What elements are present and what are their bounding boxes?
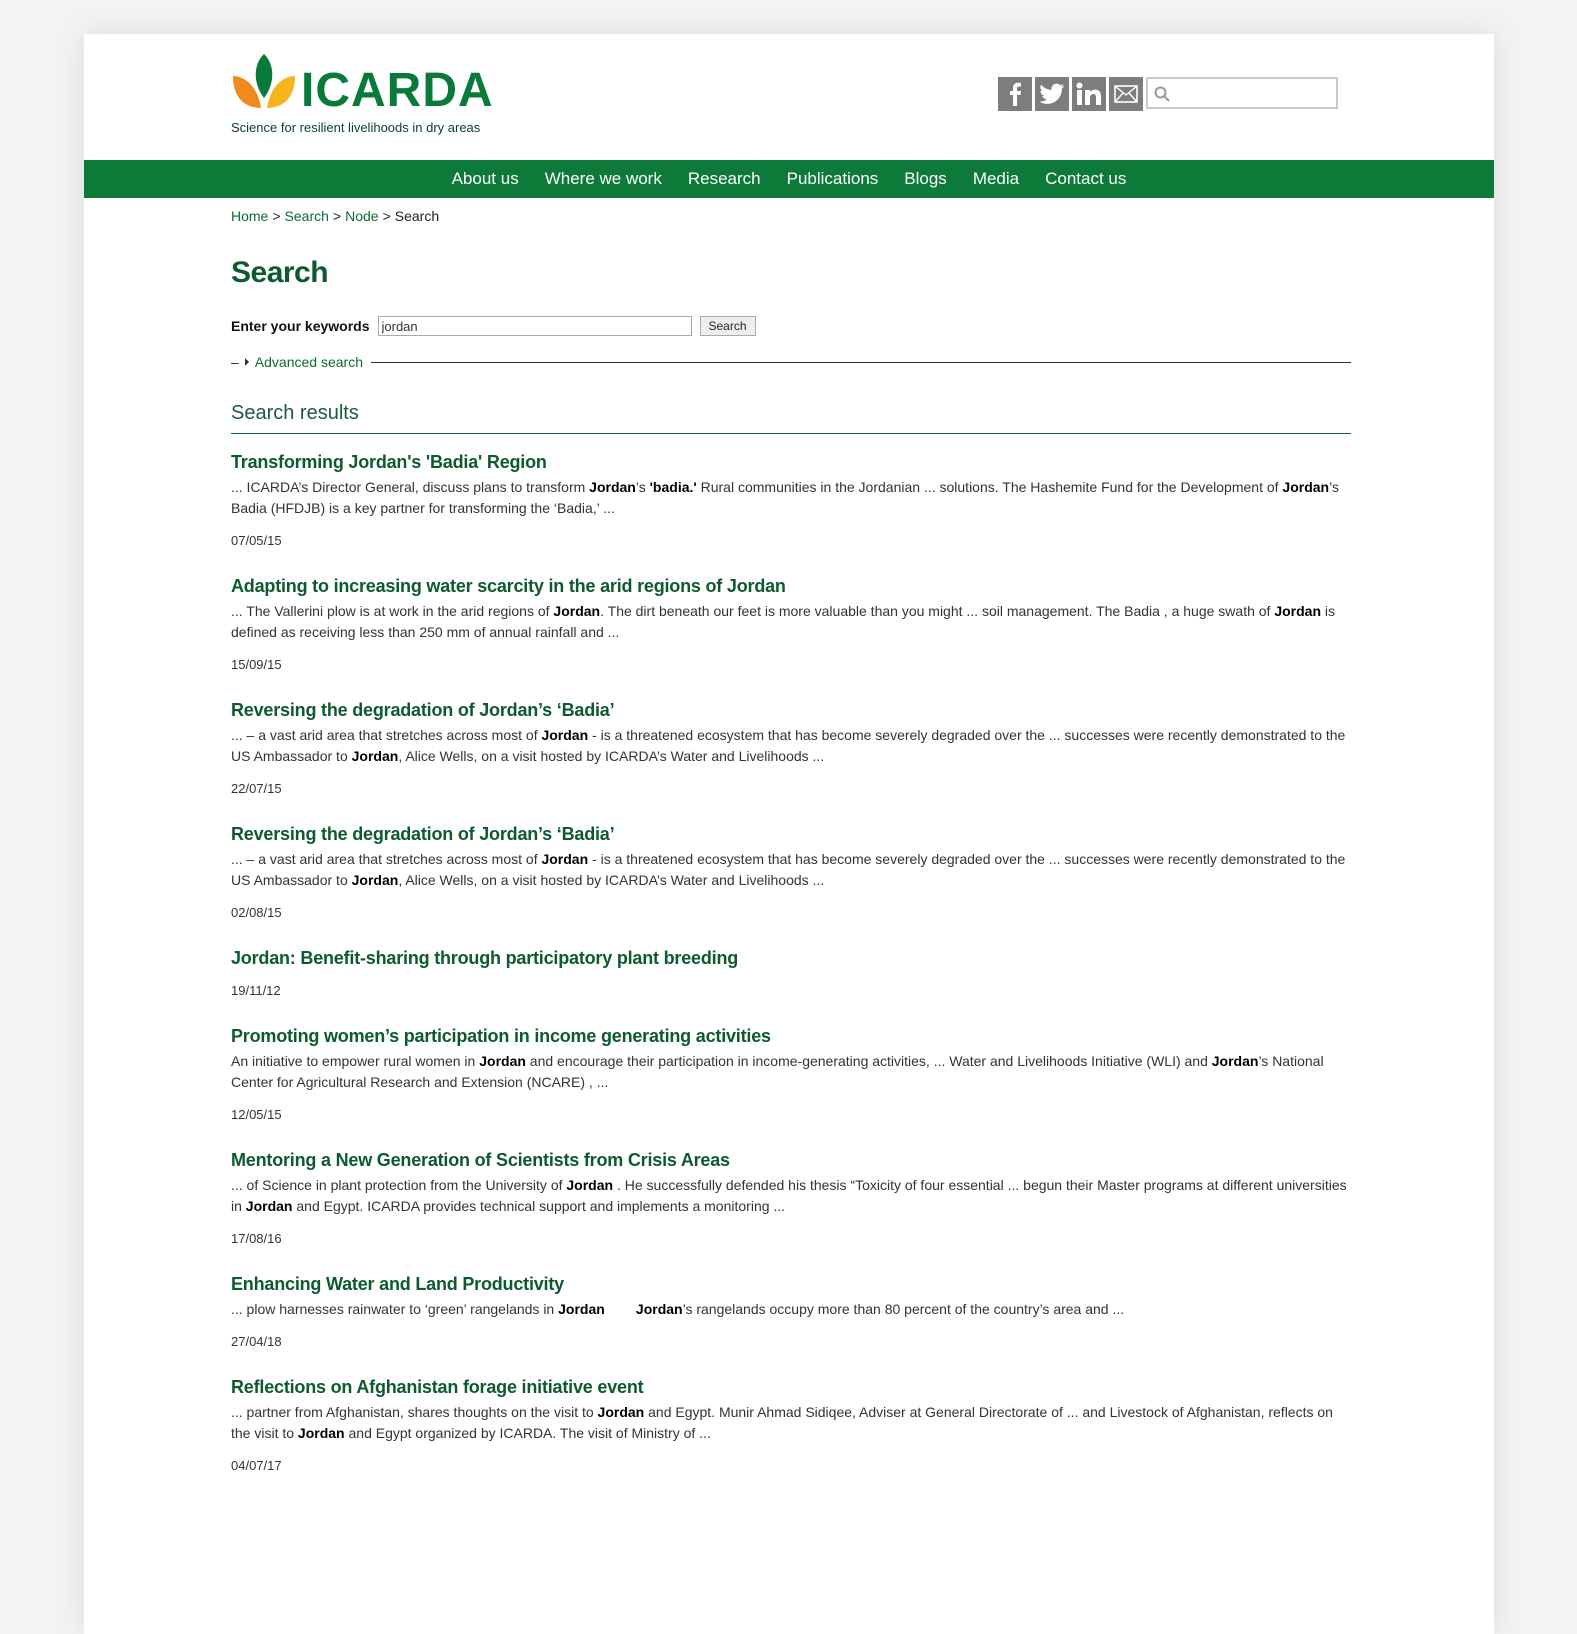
snippet-text: and Egypt. ICARDA provides technical support and implements a monitoring ... — [292, 1198, 786, 1214]
dash-glyph: – — [231, 354, 239, 370]
breadcrumb-current: Search — [394, 208, 440, 224]
keywords-input[interactable] — [378, 316, 692, 336]
snippet-text: ... plow harnesses rainwater to ‘green’ rangelands in — [231, 1301, 559, 1317]
result-date: 02/08/15 — [231, 905, 282, 920]
result-date: 22/07/15 — [231, 781, 282, 796]
header-search-box — [1146, 77, 1338, 109]
snippet-text: ’s Badia (HFDJB) is a key partner for transforming the ‘Badia,’ ... — [231, 479, 1343, 516]
nav-contact-us[interactable]: Contact us — [1045, 169, 1127, 188]
snippet-text: ... – a vast arid area that stretches across most of — [231, 851, 542, 867]
results-list — [231, 452, 1351, 1473]
snippet-text: ... ICARDA’s Director General, discuss plans to transform — [231, 479, 590, 495]
search-button[interactable]: Search — [700, 316, 756, 336]
snippet-text: . The dirt beneath our feet is more valuable than you might ... soil management. The Badia , a huge swath of — [600, 603, 1275, 619]
result-title-link[interactable]: Enhancing Water and Land Productivity — [231, 1274, 564, 1294]
highlight-term: Jordan — [566, 1177, 614, 1193]
highlight-term: Jordan — [351, 748, 399, 764]
breadcrumb-home[interactable]: Home — [231, 208, 269, 224]
result-title-link[interactable]: Jordan: Benefit-sharing through participatory plant breeding — [231, 948, 739, 968]
snippet-text: ... The Vallerini plow is at work in the arid regions of — [231, 603, 554, 619]
snippet-text: Rural communities in the Jordanian ... solutions. The Hashemite Fund for the Development of — [696, 479, 1283, 495]
snippet-text: ’s rangelands occupy more than 80 percent of the country’s area and ... — [682, 1301, 1125, 1317]
result-date: 12/05/15 — [231, 1107, 282, 1122]
snippet-text: ’s — [635, 479, 650, 495]
advanced-search-fieldset — [231, 354, 1351, 370]
highlight-term: Jordan — [245, 1198, 293, 1214]
list-item — [231, 1274, 1351, 1349]
snippet-text: An initiative to empower rural women in — [231, 1053, 480, 1069]
nav-research[interactable]: Research — [687, 169, 761, 188]
result-date: 15/09/15 — [231, 657, 282, 672]
nav-where-we-work[interactable]: Where we work — [544, 169, 662, 188]
site-header — [84, 34, 1494, 160]
keywords-label: Enter your keywords — [231, 318, 370, 334]
snippet-text: - is a threatened ecosystem that has become severely degraded over the ... successes were recently demonstrated to the US Ambassador to — [231, 727, 1350, 764]
result-snippet — [231, 477, 1351, 519]
result-snippet — [231, 601, 1351, 643]
result-title-link[interactable]: Reversing the degradation of Jordan’s ‘Badia’ — [231, 700, 615, 720]
snippet-text: is defined as receiving less than 250 mm of annual rainfall and ... — [231, 603, 1339, 640]
nav-blogs[interactable]: Blogs — [904, 169, 947, 188]
result-date: 17/08/16 — [231, 1231, 282, 1246]
list-item — [231, 1377, 1351, 1473]
search-form — [231, 316, 1351, 336]
result-snippet — [231, 725, 1351, 767]
nav-publications[interactable]: Publications — [786, 169, 879, 188]
highlight-term: Jordan — [553, 603, 601, 619]
result-title-link[interactable]: Promoting women’s participation in income generating activities — [231, 1026, 771, 1046]
list-item — [231, 948, 1351, 998]
result-title-link[interactable]: Mentoring a New Generation of Scientists from Crisis Areas — [231, 1150, 730, 1170]
nav-media[interactable]: Media — [972, 169, 1020, 188]
highlight-term: Jordan — [589, 479, 636, 495]
twitter-icon[interactable] — [1035, 77, 1069, 111]
list-item — [231, 700, 1351, 796]
highlight-term: Jordan — [558, 1301, 605, 1317]
highlight-term: Jordan — [1211, 1053, 1259, 1069]
result-title-link[interactable]: Reversing the degradation of Jordan’s ‘Badia’ — [231, 824, 615, 844]
highlight-term: Jordan — [1282, 479, 1330, 495]
snippet-text: . He successfully defended his thesis “Toxicity of four essential ... begun their Master programs at different universities in — [231, 1177, 1351, 1214]
snippet-text: , Alice Wells, on a visit hosted by ICARDA’s Water and Livelihoods ... — [398, 872, 825, 888]
result-snippet — [231, 1051, 1351, 1093]
highlight-term: Jordan — [541, 727, 589, 743]
result-date: 04/07/17 — [231, 1458, 282, 1473]
highlight-term: 'badia.' — [649, 479, 697, 495]
snippet-text: and encourage their participation in income-generating activities, ... Water and Livelihoods Initiative (WLI) and — [525, 1053, 1212, 1069]
search-icon — [1154, 86, 1170, 102]
list-item — [231, 576, 1351, 672]
email-icon[interactable] — [1109, 77, 1143, 111]
snippet-text: ... of Science in plant protection from the University of — [231, 1177, 567, 1193]
snippet-text: ... partner from Afghanistan, shares thoughts on the visit to — [231, 1404, 598, 1420]
main-nav — [84, 160, 1494, 198]
snippet-text: ’s National Center for Agricultural Research and Extension (NCARE) , ... — [231, 1053, 1328, 1090]
result-snippet — [231, 1299, 1351, 1320]
page — [84, 34, 1494, 1634]
result-title-link[interactable]: Adapting to increasing water scarcity in the arid regions of Jordan — [231, 576, 786, 596]
list-item — [231, 824, 1351, 920]
list-item — [231, 1026, 1351, 1122]
result-snippet — [231, 849, 1351, 891]
result-date: 07/05/15 — [231, 533, 282, 548]
breadcrumb-separator: > — [332, 208, 342, 224]
divider — [371, 362, 1351, 363]
result-date: 27/04/18 — [231, 1334, 282, 1349]
highlight-term: Jordan — [597, 1404, 645, 1420]
snippet-text: and Egypt. Munir Ahmad Sidiqee, Adviser at General Directorate of ... and Livestock of Afghanistan, reflects on the visit to — [231, 1404, 1337, 1441]
result-snippet — [231, 1175, 1351, 1217]
snippet-text: and Egypt organized by ICARDA. The visit of Ministry of ... — [344, 1425, 711, 1441]
nav-about-us[interactable]: About us — [451, 169, 519, 188]
search-results-heading: Search results — [231, 402, 1351, 434]
result-date: 19/11/12 — [231, 983, 281, 998]
logo-tagline: Science for resilient livelihoods in dry areas — [231, 120, 481, 135]
highlight-term: Jordan — [297, 1425, 345, 1441]
list-item — [231, 452, 1351, 548]
highlight-term: Jordan — [1274, 603, 1322, 619]
header-search-input[interactable] — [1174, 82, 1338, 106]
highlight-term: Jordan — [635, 1301, 683, 1317]
snippet-text — [605, 1301, 636, 1317]
social-links — [998, 77, 1143, 111]
result-snippet — [231, 1402, 1351, 1444]
snippet-text: ... – a vast arid area that stretches across most of — [231, 727, 542, 743]
breadcrumb-node[interactable]: Node — [345, 208, 379, 224]
highlight-term: Jordan — [479, 1053, 526, 1069]
list-item — [231, 1150, 1351, 1246]
result-title-link[interactable]: Transforming Jordan's 'Badia' Region — [231, 452, 547, 472]
page-title: Search — [231, 256, 329, 289]
caret-right-icon — [245, 358, 249, 366]
main-content — [231, 198, 1351, 1473]
snippet-text: - is a threatened ecosystem that has become severely degraded over the ... successes were recently demonstrated to the US Ambassador to — [231, 851, 1350, 888]
breadcrumb — [231, 208, 1351, 224]
logo-text: ICARDA — [301, 64, 494, 117]
highlight-term: Jordan — [351, 872, 399, 888]
leaf-logo-icon — [231, 52, 297, 112]
linkedin-icon[interactable] — [1072, 77, 1106, 111]
snippet-text: , Alice Wells, on a visit hosted by ICARDA’s Water and Livelihoods ... — [398, 748, 825, 764]
breadcrumb-separator: > — [382, 208, 391, 224]
result-title-link[interactable]: Reflections on Afghanistan forage initiative event — [231, 1377, 644, 1397]
breadcrumb-search[interactable]: Search — [284, 208, 329, 224]
advanced-search-link[interactable]: Advanced search — [254, 354, 363, 370]
facebook-icon[interactable] — [998, 77, 1032, 111]
highlight-term: Jordan — [541, 851, 589, 867]
breadcrumb-separator: > — [272, 208, 281, 224]
